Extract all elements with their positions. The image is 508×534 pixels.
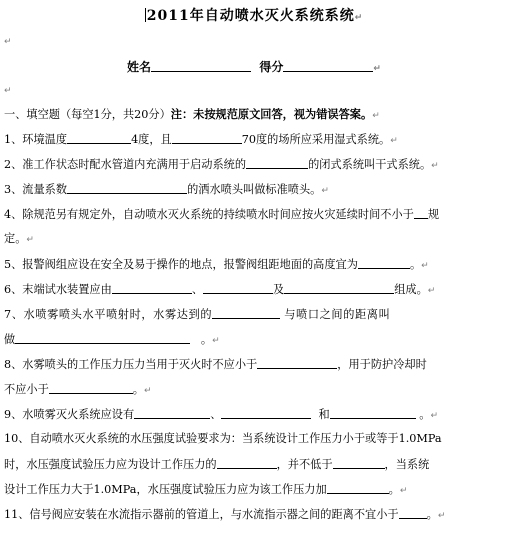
- question-text: 。: [388, 483, 400, 496]
- question-text: 的洒水喷头叫做标准喷头。: [187, 183, 322, 196]
- answer-blank[interactable]: [203, 282, 273, 294]
- question-text: 2、准工作状态时配水管道内充满用于启动系统的: [4, 158, 247, 171]
- paragraph-mark: ↵: [4, 86, 12, 96]
- question-text: ，用于防护冷却时: [337, 358, 427, 371]
- question-text: 组成。: [394, 283, 428, 296]
- question-text: 定。: [4, 232, 27, 245]
- question-text: 70度的场所应采用湿式系统。: [241, 133, 391, 146]
- question-text: 与喷口之间的距离叫: [284, 308, 391, 321]
- question-9: [4, 407, 504, 423]
- empty-line: [4, 34, 504, 49]
- question-11: [4, 507, 504, 523]
- question-8-cont: [4, 382, 504, 398]
- text-cursor: [145, 8, 146, 22]
- question-text: 、: [210, 408, 222, 421]
- answer-blank[interactable]: [172, 132, 242, 144]
- question-text: 。: [409, 258, 422, 271]
- question-3: [4, 182, 504, 198]
- question-text: ，并不低于: [276, 458, 333, 471]
- question-4-cont: [4, 232, 504, 247]
- answer-blank[interactable]: [358, 257, 410, 269]
- section-heading: [4, 107, 504, 123]
- question-1: [4, 132, 504, 148]
- question-text: 做: [4, 333, 16, 346]
- paragraph-mark: ↵: [373, 64, 381, 74]
- paragraph-mark: ↵: [321, 186, 329, 196]
- question-10: [4, 432, 504, 446]
- name-blank[interactable]: [151, 60, 251, 72]
- question-10-cont2: [4, 482, 504, 498]
- answer-blank[interactable]: [327, 482, 389, 494]
- question-text: 的闭式系统叫干式系统。: [308, 158, 432, 171]
- answer-blank[interactable]: [217, 457, 277, 469]
- question-text: 设计工作压力大于1.0MPa，水压强度试验压力应为该工作压力加: [4, 483, 327, 496]
- answer-blank[interactable]: [257, 357, 337, 369]
- paragraph-mark: ↵: [431, 161, 439, 171]
- question-7-cont: [4, 332, 504, 348]
- question-10-cont1: [4, 457, 504, 472]
- paragraph-mark: ↵: [399, 486, 408, 496]
- answer-blank[interactable]: [399, 507, 427, 519]
- question-text: 、: [191, 283, 204, 296]
- section-note: 注：未按规范原文回答，视为错误答案。: [170, 107, 373, 121]
- question-text: 5、报警阀组应设在安全及易于操作的地点，报警阀组距地面的高度宜为: [4, 258, 358, 271]
- score-blank[interactable]: [283, 60, 373, 72]
- name-label: 姓名: [127, 60, 152, 74]
- paragraph-mark: ↵: [372, 111, 380, 121]
- paragraph-mark: ↵: [390, 136, 398, 146]
- question-text: 4度，且: [131, 133, 172, 146]
- question-text: 时，水压强度试验压力应为设计工作压力的: [4, 458, 217, 471]
- answer-blank[interactable]: [246, 157, 308, 169]
- paragraph-mark: ↵: [143, 386, 152, 396]
- paragraph-mark: ↵: [4, 37, 12, 47]
- question-text: 。: [419, 408, 431, 421]
- question-text: 3、流量系数: [4, 183, 68, 196]
- title-text: 2011年自动喷水灭火系统系统: [146, 8, 355, 24]
- answer-blank[interactable]: [212, 307, 280, 319]
- question-4: [4, 207, 504, 222]
- question-text: 4、除规范另有规定外，自动喷水灭火系统的持续喷水时间应按火灾延续时间不小于: [4, 208, 414, 221]
- answer-blank[interactable]: [49, 382, 133, 394]
- answer-blank[interactable]: [414, 207, 428, 219]
- question-5: [4, 257, 504, 273]
- question-text: 10、自动喷水灭火系统的水压强度试验要求为：当系统设计工作压力小于或等于1.0MPa: [4, 432, 442, 445]
- question-text: 1、环境温度: [4, 133, 68, 146]
- section-heading-text: 一、填空题（每空1分，共20分）: [4, 108, 171, 121]
- question-8: [4, 357, 504, 372]
- paragraph-mark: ↵: [354, 13, 364, 23]
- question-text: 。: [426, 508, 438, 521]
- question-6: [4, 282, 504, 298]
- answer-blank[interactable]: [330, 407, 416, 419]
- answer-blank[interactable]: [67, 132, 131, 144]
- paragraph-mark: ↵: [421, 261, 429, 271]
- empty-line: [4, 83, 504, 98]
- question-2: [4, 157, 504, 173]
- question-text: 8、水雾喷头的工作压力压力当用于灭火时不应小于: [4, 358, 258, 371]
- paragraph-mark: ↵: [430, 411, 439, 421]
- paragraph-mark: ↵: [212, 336, 220, 346]
- paragraph-mark: ↵: [437, 511, 446, 521]
- question-text: 规: [427, 208, 440, 221]
- answer-blank[interactable]: [112, 282, 192, 294]
- answer-blank[interactable]: [67, 182, 187, 194]
- question-text: 及: [273, 283, 285, 296]
- answer-blank[interactable]: [284, 282, 394, 294]
- question-text: 不应小于: [4, 383, 49, 396]
- question-text: 7、水喷雾喷头水平喷射时，水雾达到的: [4, 308, 213, 321]
- answer-blank[interactable]: [15, 332, 190, 344]
- score-label: 得分: [259, 60, 284, 74]
- answer-blank[interactable]: [221, 407, 311, 419]
- question-text: 6、末端试水装置应由: [4, 283, 112, 296]
- paragraph-mark: ↵: [427, 286, 436, 296]
- question-text: 9、水喷雾灭火系统应设有: [4, 408, 135, 421]
- question-text: 。: [200, 333, 213, 346]
- question-text: 11、信号阀应安装在水流指示器前的管道上，与水流指示器之间的距离不宜小于: [4, 508, 399, 521]
- question-7: [4, 307, 504, 322]
- name-score-row: [0, 58, 508, 75]
- document-title: [0, 5, 508, 25]
- answer-blank[interactable]: [134, 407, 210, 419]
- answer-blank[interactable]: [333, 457, 385, 469]
- question-text: 。: [132, 383, 144, 396]
- question-text: ，当系统: [384, 458, 430, 471]
- question-text: 和: [318, 408, 330, 421]
- paragraph-mark: ↵: [26, 235, 34, 245]
